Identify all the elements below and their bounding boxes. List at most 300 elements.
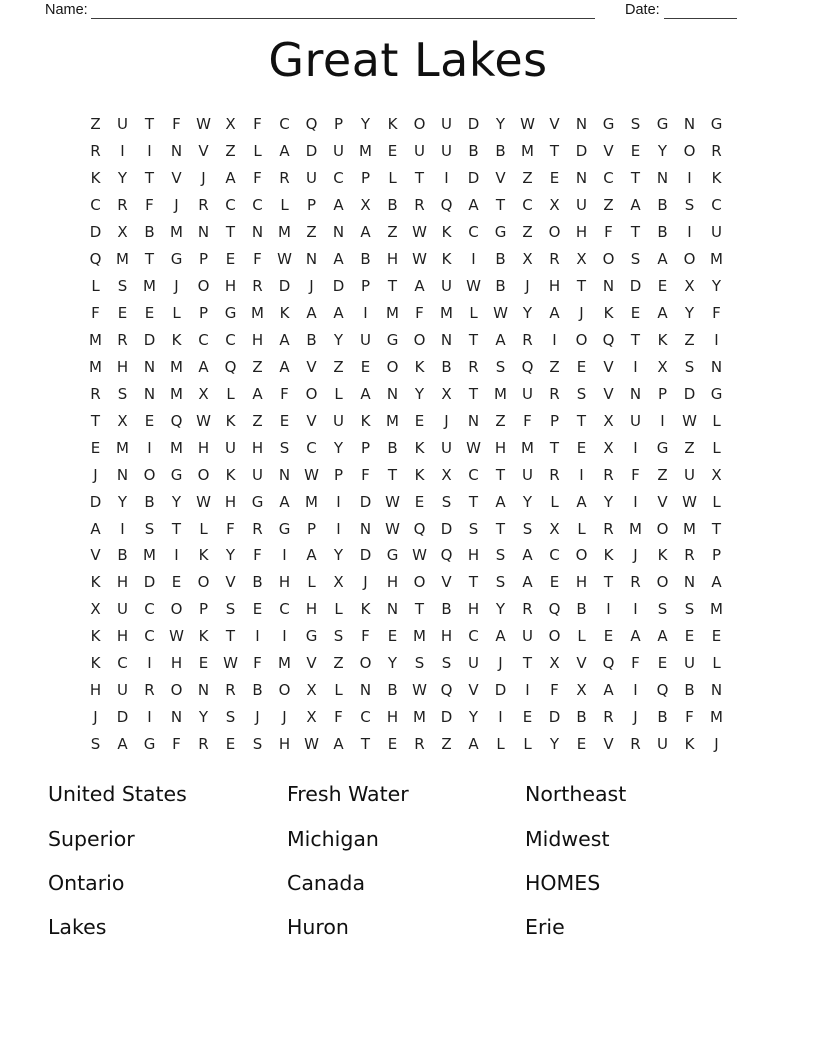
grid-letter: W: [412, 546, 427, 565]
grid-letter: H: [494, 438, 507, 457]
grid-letter: Q: [224, 357, 237, 376]
grid-letter: D: [629, 277, 642, 296]
grid-letter: Q: [89, 250, 102, 269]
grid-letter: J: [201, 169, 206, 188]
grid-letter: W: [385, 519, 400, 538]
grid-letter: X: [576, 681, 587, 700]
grid-letter: T: [603, 573, 614, 592]
grid-letter: U: [333, 411, 344, 430]
grid-letter: A: [360, 223, 371, 242]
grid-letter: T: [144, 169, 155, 188]
grid-letter: L: [712, 438, 721, 457]
grid-letter: F: [253, 169, 262, 188]
grid-letter: L: [334, 681, 343, 700]
grid-letter: B: [657, 223, 668, 242]
grid-letter: N: [143, 357, 156, 376]
grid-letter: E: [414, 492, 425, 511]
grid-letter: U: [684, 465, 695, 484]
grid-letter: X: [603, 411, 614, 430]
grid-letter: N: [143, 384, 156, 403]
grid-letter: Y: [522, 492, 533, 511]
grid-letter: M: [413, 627, 426, 646]
grid-letter: T: [495, 196, 506, 215]
grid-letter: F: [415, 304, 424, 323]
grid-letter: A: [279, 330, 290, 349]
grid-letter: M: [359, 142, 372, 161]
grid-letter: Z: [549, 357, 560, 376]
grid-letter: J: [444, 411, 449, 430]
grid-letter: W: [682, 492, 697, 511]
grid-letter: M: [89, 330, 102, 349]
grid-row: [82, 569, 730, 596]
grid-letter: H: [224, 492, 237, 511]
grid-letter: Q: [440, 681, 453, 700]
grid-letter: B: [495, 142, 506, 161]
grid-letter: J: [93, 465, 98, 484]
grid-letter: K: [441, 250, 452, 269]
grid-letter: L: [388, 169, 397, 188]
grid-letter: X: [441, 465, 452, 484]
grid-row: [82, 488, 730, 515]
grid-letter: C: [279, 600, 290, 619]
grid-letter: L: [577, 627, 586, 646]
grid-letter: M: [683, 519, 696, 538]
grid-letter: O: [170, 600, 183, 619]
grid-letter: B: [144, 223, 155, 242]
grid-letter: W: [466, 277, 481, 296]
grid-letter: U: [414, 142, 425, 161]
grid-letter: P: [360, 438, 371, 457]
grid-letter: E: [387, 627, 398, 646]
grid-letter: I: [363, 304, 368, 323]
grid-letter: J: [174, 196, 179, 215]
grid-letter: A: [495, 492, 506, 511]
grid-letter: Q: [602, 654, 615, 673]
grid-letter: M: [143, 546, 156, 565]
grid-letter: Y: [684, 304, 695, 323]
grid-letter: S: [576, 384, 587, 403]
grid-letter: F: [253, 250, 262, 269]
grid-letter: V: [495, 169, 506, 188]
grid-letter: M: [440, 304, 453, 323]
grid-letter: N: [305, 250, 318, 269]
grid-letter: Y: [333, 546, 344, 565]
grid-letter: T: [144, 250, 155, 269]
grid-letter: N: [629, 384, 642, 403]
grid-letter: U: [711, 223, 722, 242]
grid-letter: F: [145, 196, 154, 215]
grid-letter: X: [441, 384, 452, 403]
grid-letter: A: [117, 735, 128, 754]
grid-letter: Z: [522, 223, 533, 242]
grid-row: [82, 596, 730, 623]
grid-letter: C: [549, 546, 560, 565]
grid-letter: R: [198, 735, 209, 754]
grid-letter: X: [306, 708, 317, 727]
grid-letter: K: [414, 357, 425, 376]
grid-letter: B: [441, 600, 452, 619]
grid-letter: A: [198, 357, 209, 376]
word-list-column: [525, 772, 626, 950]
grid-row: [82, 677, 730, 704]
grid-letter: O: [143, 465, 156, 484]
grid-letter: N: [170, 708, 183, 727]
grid-letter: T: [522, 654, 533, 673]
grid-letter: G: [656, 115, 669, 134]
grid-letter: P: [360, 169, 371, 188]
grid-letter: T: [90, 411, 101, 430]
grid-letter: R: [90, 384, 101, 403]
grid-letter: I: [282, 627, 287, 646]
grid-letter: E: [630, 304, 641, 323]
grid-letter: Y: [360, 115, 371, 134]
grid-letter: S: [279, 438, 290, 457]
grid-letter: W: [196, 411, 211, 430]
grid-letter: C: [225, 330, 236, 349]
grid-letter: F: [523, 411, 532, 430]
grid-row: [82, 461, 730, 488]
grid-letter: C: [252, 196, 263, 215]
grid-letter: N: [278, 465, 291, 484]
grid-letter: B: [117, 546, 128, 565]
grid-letter: D: [467, 169, 480, 188]
grid-letter: L: [550, 492, 559, 511]
grid-letter: H: [89, 681, 102, 700]
grid-letter: N: [197, 681, 210, 700]
grid-letter: L: [280, 196, 289, 215]
grid-letter: D: [494, 681, 507, 700]
grid-letter: O: [413, 115, 426, 134]
grid-letter: E: [603, 627, 614, 646]
grid-letter: O: [683, 142, 696, 161]
grid-letter: M: [143, 277, 156, 296]
grid-letter: Q: [305, 115, 318, 134]
grid-letter: S: [441, 654, 452, 673]
grid-letter: O: [386, 357, 399, 376]
grid-letter: O: [413, 330, 426, 349]
grid-letter: K: [90, 654, 101, 673]
grid-letter: W: [520, 115, 535, 134]
grid-letter: O: [656, 573, 669, 592]
grid-letter: I: [552, 330, 557, 349]
grid-letter: K: [414, 438, 425, 457]
grid-letter: J: [633, 708, 638, 727]
grid-letter: J: [255, 708, 260, 727]
grid-letter: S: [414, 654, 425, 673]
grid-letter: Q: [170, 411, 183, 430]
grid-letter: M: [710, 250, 723, 269]
grid-letter: R: [522, 600, 533, 619]
grid-row: [82, 542, 730, 569]
grid-letter: Y: [198, 708, 209, 727]
grid-letter: W: [169, 627, 184, 646]
grid-letter: H: [197, 438, 210, 457]
grid-row: [82, 650, 730, 677]
grid-letter: C: [306, 438, 317, 457]
grid-letter: B: [657, 708, 668, 727]
grid-letter: F: [685, 708, 694, 727]
grid-letter: A: [306, 304, 317, 323]
grid-letter: N: [683, 573, 696, 592]
grid-letter: R: [90, 142, 101, 161]
grid-letter: K: [657, 330, 668, 349]
word-list-item: Northeast: [525, 782, 627, 807]
grid-letter: A: [711, 573, 722, 592]
grid-letter: D: [116, 708, 129, 727]
grid-letter: R: [414, 196, 425, 215]
grid-letter: U: [522, 465, 533, 484]
grid-letter: Q: [440, 196, 453, 215]
grid-letter: G: [224, 304, 237, 323]
grid-letter: S: [495, 546, 506, 565]
grid-letter: V: [603, 735, 614, 754]
grid-letter: X: [333, 573, 344, 592]
grid-letter: R: [252, 519, 263, 538]
grid-letter: S: [684, 196, 695, 215]
grid-letter: H: [440, 627, 453, 646]
word-list-item: Erie: [525, 915, 565, 940]
grid-letter: E: [549, 573, 560, 592]
grid-letter: Z: [333, 654, 344, 673]
grid-letter: X: [549, 196, 560, 215]
grid-letter: A: [468, 735, 479, 754]
grid-letter: U: [657, 735, 668, 754]
grid-letter: V: [603, 384, 614, 403]
word-list-item: Superior: [48, 826, 135, 851]
grid-row: [82, 380, 730, 407]
grid-letter: I: [120, 519, 125, 538]
grid-letter: D: [143, 330, 156, 349]
grid-letter: K: [603, 546, 614, 565]
grid-letter: E: [144, 411, 155, 430]
grid-row: [82, 434, 730, 461]
grid-letter: I: [633, 492, 638, 511]
grid-letter: H: [116, 627, 129, 646]
grid-letter: Z: [684, 438, 695, 457]
grid-letter: I: [498, 708, 503, 727]
grid-letter: A: [252, 384, 263, 403]
grid-letter: J: [525, 277, 530, 296]
grid-letter: S: [144, 519, 155, 538]
grid-letter: W: [493, 304, 508, 323]
word-list-item: Ontario: [48, 870, 125, 895]
grid-letter: C: [468, 627, 479, 646]
grid-letter: Q: [548, 600, 561, 619]
grid-letter: Z: [225, 142, 236, 161]
grid-letter: L: [226, 384, 235, 403]
grid-letter: B: [144, 492, 155, 511]
grid-letter: R: [117, 330, 128, 349]
grid-letter: U: [441, 115, 452, 134]
grid-letter: S: [495, 357, 506, 376]
grid-letter: N: [251, 223, 264, 242]
name-label: Name:: [45, 2, 88, 18]
word-list-item: Midwest: [525, 826, 610, 851]
grid-letter: K: [90, 169, 101, 188]
grid-letter: A: [549, 304, 560, 323]
grid-letter: E: [225, 735, 236, 754]
grid-letter: L: [577, 519, 586, 538]
grid-letter: C: [144, 627, 155, 646]
grid-letter: Q: [602, 330, 615, 349]
grid-letter: P: [333, 115, 344, 134]
grid-letter: X: [549, 654, 560, 673]
grid-letter: O: [575, 330, 588, 349]
grid-letter: P: [333, 465, 344, 484]
grid-letter: F: [172, 735, 181, 754]
grid-letter: I: [660, 411, 665, 430]
grid-letter: E: [549, 169, 560, 188]
grid-letter: G: [305, 627, 318, 646]
grid-letter: H: [548, 277, 561, 296]
grid-letter: S: [90, 735, 101, 754]
grid-letter: Y: [333, 438, 344, 457]
grid-letter: R: [549, 384, 560, 403]
grid-letter: J: [714, 735, 719, 754]
word-list-item: Huron: [287, 915, 349, 940]
grid-letter: V: [306, 411, 317, 430]
grid-letter: O: [602, 250, 615, 269]
grid-letter: I: [633, 600, 638, 619]
grid-letter: N: [359, 681, 372, 700]
grid-letter: U: [630, 411, 641, 430]
grid-letter: D: [359, 546, 372, 565]
grid-letter: V: [441, 573, 452, 592]
grid-letter: F: [334, 708, 343, 727]
grid-letter: L: [712, 492, 721, 511]
grid-row: [82, 623, 730, 650]
grid-letter: Y: [549, 735, 560, 754]
grid-letter: N: [575, 115, 588, 134]
grid-letter: Y: [603, 492, 614, 511]
grid-letter: J: [498, 654, 503, 673]
grid-row: [82, 300, 730, 327]
grid-letter: W: [412, 681, 427, 700]
grid-letter: W: [385, 492, 400, 511]
grid-letter: A: [630, 196, 641, 215]
grid-letter: A: [333, 250, 344, 269]
grid-letter: C: [333, 169, 344, 188]
grid-letter: N: [575, 169, 588, 188]
grid-letter: T: [711, 519, 722, 538]
grid-letter: I: [525, 681, 530, 700]
grid-letter: E: [657, 654, 668, 673]
grid-letter: Z: [441, 735, 452, 754]
grid-letter: K: [603, 304, 614, 323]
grid-letter: H: [305, 600, 318, 619]
grid-letter: I: [714, 330, 719, 349]
grid-letter: T: [171, 519, 182, 538]
grid-letter: T: [387, 277, 398, 296]
grid-letter: T: [414, 169, 425, 188]
grid-letter: X: [117, 223, 128, 242]
date-fill-line: [664, 18, 737, 19]
grid-letter: V: [306, 654, 317, 673]
grid-letter: I: [255, 627, 260, 646]
grid-letter: O: [305, 384, 318, 403]
grid-letter: V: [90, 546, 101, 565]
grid-letter: O: [656, 519, 669, 538]
grid-letter: L: [712, 411, 721, 430]
grid-letter: S: [630, 115, 641, 134]
grid-letter: Z: [657, 465, 668, 484]
grid-letter: U: [117, 115, 128, 134]
grid-letter: Y: [225, 546, 236, 565]
grid-letter: E: [684, 627, 695, 646]
grid-letter: V: [171, 169, 182, 188]
word-list-item: HOMES: [525, 870, 601, 895]
grid-letter: A: [225, 169, 236, 188]
grid-row: [82, 731, 730, 758]
grid-letter: R: [630, 573, 641, 592]
grid-letter: I: [687, 223, 692, 242]
grid-letter: N: [710, 357, 723, 376]
grid-letter: H: [278, 735, 291, 754]
grid-letter: N: [467, 411, 480, 430]
grid-letter: R: [684, 546, 695, 565]
grid-letter: O: [197, 573, 210, 592]
grid-letter: A: [279, 492, 290, 511]
grid-letter: E: [144, 304, 155, 323]
grid-letter: R: [549, 465, 560, 484]
grid-letter: W: [412, 223, 427, 242]
word-list-item: Canada: [287, 870, 366, 895]
grid-letter: T: [495, 519, 506, 538]
grid-letter: Z: [252, 357, 263, 376]
grid-letter: A: [468, 196, 479, 215]
grid-letter: A: [360, 384, 371, 403]
grid-letter: V: [225, 573, 236, 592]
grid-letter: F: [253, 546, 262, 565]
grid-letter: H: [467, 546, 480, 565]
grid-letter: F: [91, 304, 100, 323]
grid-letter: B: [495, 277, 506, 296]
grid-letter: E: [360, 357, 371, 376]
grid-letter: G: [251, 492, 264, 511]
grid-letter: N: [359, 519, 372, 538]
grid-letter: M: [278, 654, 291, 673]
grid-letter: B: [387, 681, 398, 700]
grid-letter: D: [89, 492, 102, 511]
grid-letter: I: [336, 519, 341, 538]
grid-letter: K: [279, 304, 290, 323]
grid-letter: D: [359, 492, 372, 511]
grid-letter: B: [441, 357, 452, 376]
grid-letter: G: [386, 330, 399, 349]
grid-letter: S: [117, 384, 128, 403]
grid-letter: P: [360, 277, 371, 296]
grid-letter: R: [225, 681, 236, 700]
grid-letter: M: [386, 411, 399, 430]
grid-letter: J: [309, 277, 314, 296]
grid-row: [82, 353, 730, 380]
grid-letter: Y: [117, 492, 128, 511]
grid-letter: S: [495, 573, 506, 592]
grid-letter: M: [278, 223, 291, 242]
grid-letter: T: [576, 411, 587, 430]
grid-letter: G: [386, 546, 399, 565]
grid-letter: E: [387, 735, 398, 754]
grid-letter: R: [522, 330, 533, 349]
grid-letter: A: [279, 142, 290, 161]
grid-letter: P: [657, 384, 668, 403]
grid-letter: C: [279, 115, 290, 134]
grid-letter: W: [412, 250, 427, 269]
grid-letter: H: [251, 438, 264, 457]
grid-letter: U: [441, 438, 452, 457]
word-list-column: [48, 772, 187, 950]
grid-letter: F: [712, 304, 721, 323]
